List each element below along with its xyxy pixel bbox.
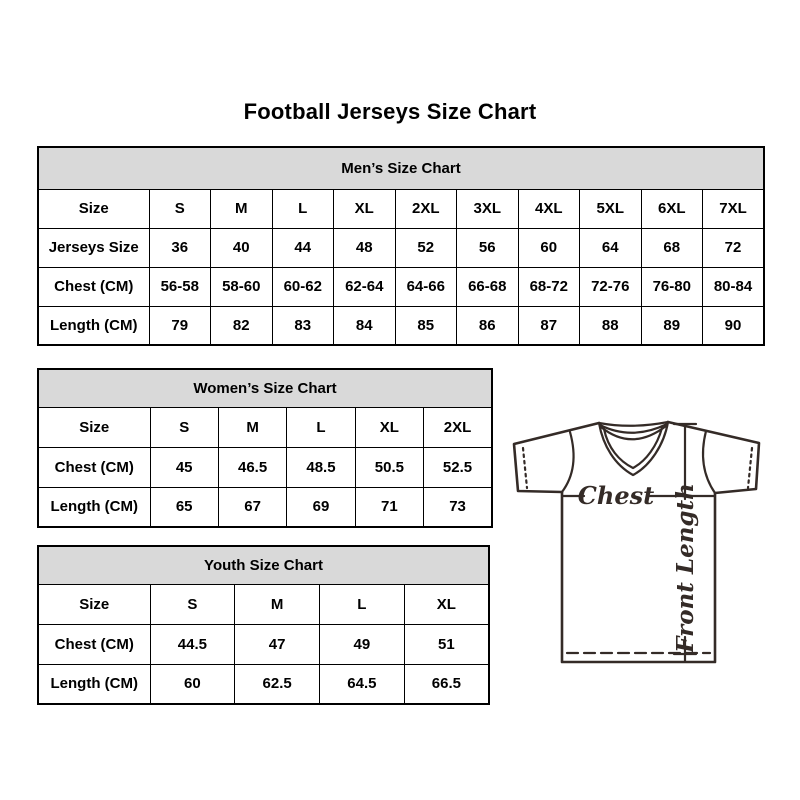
size-cell: L [320,584,405,624]
value-cell: 79 [149,306,211,345]
left-armhole-seam [562,432,574,492]
value-cell: 47 [235,624,320,664]
value-cell: 66-68 [457,267,519,306]
size-cell: XL [355,407,423,447]
size-cell: XL [404,584,489,624]
size-cell: S [150,584,235,624]
value-cell: 36 [149,228,211,267]
value-cell: 45 [150,447,218,487]
size-cell: 7XL [703,189,765,228]
size-cell: M [211,189,273,228]
value-cell: 65 [150,487,218,527]
value-cell: 72-76 [580,267,642,306]
womens-table-title: Women’s Size Chart [38,369,492,407]
value-cell: 46.5 [218,447,286,487]
value-cell: 60 [150,664,235,704]
mens-table-title: Men’s Size Chart [38,147,764,189]
size-cell: 3XL [457,189,519,228]
value-cell: 52.5 [424,447,492,487]
value-cell: 72 [703,228,765,267]
collar-top-line [599,422,668,426]
row-label: Length (CM) [38,487,150,527]
row-label: Chest (CM) [38,447,150,487]
value-cell: 85 [395,306,457,345]
value-cell: 52 [395,228,457,267]
size-cell: S [149,189,211,228]
value-cell: 80-84 [703,267,765,306]
value-cell: 48 [334,228,396,267]
value-cell: 73 [424,487,492,527]
size-row-label: Size [38,189,149,228]
front-length-measure-line [672,424,699,661]
right-sleeve-stitch [748,448,752,488]
size-cell: XL [334,189,396,228]
value-cell: 67 [218,487,286,527]
value-cell: 83 [272,306,334,345]
value-cell: 89 [641,306,703,345]
size-cell: 4XL [518,189,580,228]
value-cell: 87 [518,306,580,345]
value-cell: 40 [211,228,273,267]
stitch-lines [523,448,752,653]
value-cell: 44.5 [150,624,235,664]
value-cell: 60 [518,228,580,267]
size-cell: S [150,407,218,447]
front-length-label: Front Length [672,483,699,653]
youth-table-title: Youth Size Chart [38,546,489,584]
value-cell: 84 [334,306,396,345]
right-shoulder-sleeve [668,422,759,493]
value-cell: 90 [703,306,765,345]
value-cell: 58-60 [211,267,273,306]
value-cell: 44 [272,228,334,267]
row-label: Length (CM) [38,664,150,704]
size-cell: 6XL [641,189,703,228]
value-cell: 64-66 [395,267,457,306]
size-cell: 5XL [580,189,642,228]
value-cell: 51 [404,624,489,664]
value-cell: 48.5 [287,447,355,487]
right-armhole-seam [703,431,715,493]
mens-size-table [37,146,765,346]
value-cell: 69 [287,487,355,527]
value-cell: 62.5 [235,664,320,704]
size-row-label: Size [38,584,150,624]
size-cell: 2XL [395,189,457,228]
value-cell: 62-64 [334,267,396,306]
value-cell: 76-80 [641,267,703,306]
value-cell: 56 [457,228,519,267]
left-sleeve-stitch [523,448,527,488]
value-cell: 64 [580,228,642,267]
value-cell: 71 [355,487,423,527]
value-cell: 66.5 [404,664,489,704]
size-cell: M [218,407,286,447]
size-cell: 2XL [424,407,492,447]
row-label: Length (CM) [38,306,149,345]
value-cell: 56-58 [149,267,211,306]
value-cell: 86 [457,306,519,345]
jersey-outline [514,422,759,662]
value-cell: 64.5 [320,664,405,704]
page-title: Football Jerseys Size Chart [243,99,537,124]
row-label: Chest (CM) [38,267,149,306]
size-cell: M [235,584,320,624]
value-cell: 50.5 [355,447,423,487]
row-label: Jerseys Size [38,228,149,267]
jersey-measurement-diagram [500,412,770,672]
womens-size-table [37,368,493,528]
value-cell: 68 [641,228,703,267]
size-row-label: Size [38,407,150,447]
chest-label: Chest [577,481,655,510]
value-cell: 60-62 [272,267,334,306]
value-cell: 68-72 [518,267,580,306]
row-label: Chest (CM) [38,624,150,664]
youth-size-table [37,545,490,705]
size-cell: L [287,407,355,447]
value-cell: 88 [580,306,642,345]
collar [599,422,668,475]
value-cell: 82 [211,306,273,345]
value-cell: 49 [320,624,405,664]
size-cell: L [272,189,334,228]
